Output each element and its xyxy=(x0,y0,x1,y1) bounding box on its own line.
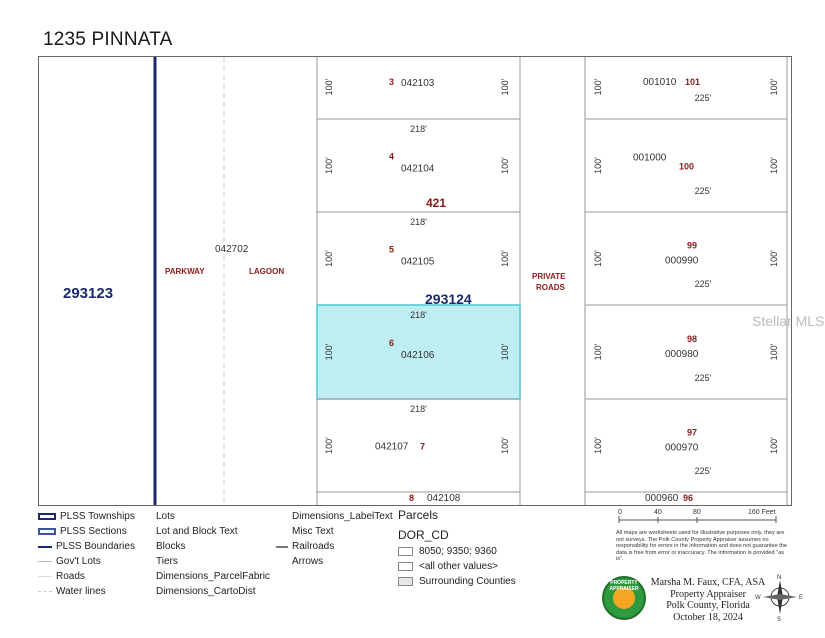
legend-item: Water lines xyxy=(38,584,106,599)
lagoon-label: LAGOON xyxy=(249,267,285,276)
legend-item: Railroads xyxy=(276,539,334,554)
legend-item: Roads xyxy=(38,569,85,584)
parcel-depth-dimension: 100' xyxy=(593,250,603,267)
parcel-depth-dimension: 100' xyxy=(324,78,334,96)
tiers-symbol-icon xyxy=(140,559,152,565)
lot-number: 3 xyxy=(389,77,395,87)
block-label: 421 xyxy=(426,196,447,210)
legend-item: Gov't Lots xyxy=(38,554,101,569)
arrows-symbol-icon xyxy=(276,559,288,565)
parcel-depth-dimension: 100' xyxy=(500,343,510,361)
parcel-number: 042108 xyxy=(427,493,461,504)
legend-item: Lots xyxy=(140,509,175,524)
lagoon-parcel-number: 042702 xyxy=(215,244,249,255)
parcel-depth-dimension: 100' xyxy=(769,343,779,361)
parcel-outline[interactable] xyxy=(317,492,520,505)
govt-lot-symbol-icon xyxy=(38,561,52,562)
legend-item: Blocks xyxy=(140,539,185,554)
parcel-map[interactable] xyxy=(38,56,792,506)
compass-west: W xyxy=(755,595,761,601)
scale-tick-label: 0 xyxy=(618,509,622,516)
map-canvas xyxy=(39,57,791,505)
township-label-center: 293124 xyxy=(425,291,472,307)
lot-number: 98 xyxy=(687,334,698,344)
compass-east: E xyxy=(799,595,804,601)
parcel-value-item: <all other values> xyxy=(398,561,498,572)
parcel-width-dimension: 225' xyxy=(694,373,712,383)
parcel-depth-dimension: 100' xyxy=(324,437,334,454)
legend-item: Misc Text xyxy=(276,524,334,539)
parcel-number: 042103 xyxy=(401,78,435,89)
lots-layer xyxy=(317,57,787,505)
parcel-depth-dimension: 100' xyxy=(500,78,510,96)
lot-block-text-symbol-icon xyxy=(140,529,152,535)
township-label-left: 293123 xyxy=(63,285,114,302)
appraiser-name: Marsha M. Faux, CFA, ASA xyxy=(650,577,766,588)
parcel-number: 042105 xyxy=(401,256,435,268)
map-date: October 18, 2024 xyxy=(673,611,743,623)
parcel-width-dimension: 218' xyxy=(410,404,427,414)
legend-item: Dimensions_CartoDist xyxy=(140,584,255,599)
legend-item: Lot and Block Text xyxy=(140,524,238,539)
lot-number: 5 xyxy=(389,244,395,255)
parcel-depth-dimension: 100' xyxy=(500,437,510,454)
lot-number: 101 xyxy=(685,77,701,87)
compass-rose-icon xyxy=(755,572,805,622)
boundary-symbol-icon xyxy=(38,546,52,548)
misc-text-symbol-icon xyxy=(276,529,288,535)
road-symbol-icon xyxy=(38,576,52,577)
parcel-depth-dimension: 100' xyxy=(593,157,603,174)
legend-item: Arrows xyxy=(276,554,323,569)
parcel-depth-dimension: 100' xyxy=(769,250,779,267)
legend-item: PLSS Sections xyxy=(38,524,127,539)
parcel-width-dimension: 218' xyxy=(410,124,427,134)
lot-number: 96 xyxy=(683,493,694,503)
parcels-legend-title: Parcels xyxy=(398,508,439,522)
parcel-depth-dimension: 100' xyxy=(593,78,603,96)
private-roads-label-1: PRIVATE xyxy=(532,272,566,281)
lot-number: 99 xyxy=(687,240,698,251)
section-symbol-icon xyxy=(38,528,56,535)
legend-item: PLSS Townships xyxy=(38,509,135,524)
scale-bar xyxy=(618,506,778,528)
parcel-depth-dimension: 100' xyxy=(500,157,510,174)
compass-south: S xyxy=(777,617,782,622)
legend-item: Tiers xyxy=(140,554,178,569)
township-symbol-icon xyxy=(38,513,56,520)
lot-number: 7 xyxy=(420,441,426,452)
parcel-number: 001000 xyxy=(633,152,667,164)
lots-symbol-icon xyxy=(140,514,152,520)
parcel-depth-dimension: 100' xyxy=(769,437,779,454)
parcel-box-icon xyxy=(398,547,413,556)
parcel-width-dimension: 225' xyxy=(694,93,712,103)
parcel-depth-dimension: 100' xyxy=(324,250,334,267)
appraiser-office: Property Appraiser xyxy=(670,588,746,600)
parcel-depth-dimension: 100' xyxy=(593,343,603,361)
dimensions-parcelfabric-symbol-icon xyxy=(140,574,152,580)
parcel-number: 042104 xyxy=(401,163,435,175)
map-title: 1235 PINNATA xyxy=(43,29,173,50)
mls-watermark: Stellar MLS xyxy=(752,313,825,329)
parcel-width-dimension: 225' xyxy=(694,279,712,289)
parcel-width-dimension: 225' xyxy=(694,466,712,476)
parcel-number: 000960 xyxy=(645,493,679,504)
parcel-depth-dimension: 100' xyxy=(324,343,334,361)
parcel-depth-dimension: 100' xyxy=(500,250,510,267)
lot-number: 100 xyxy=(679,161,695,172)
parcel-depth-dimension: 100' xyxy=(769,78,779,96)
lot-number: 97 xyxy=(687,427,698,438)
parcel-depth-dimension: 100' xyxy=(324,157,334,174)
parcel-number: 042107 xyxy=(375,441,409,453)
scale-tick-label: 40 xyxy=(654,509,662,516)
parcel-number: 001010 xyxy=(643,77,677,88)
water-line-symbol-icon xyxy=(38,591,52,592)
parcel-box-icon xyxy=(398,562,413,571)
lot-number: 8 xyxy=(409,493,415,503)
parcel-value-item: Surrounding Counties xyxy=(398,576,516,587)
appraiser-block xyxy=(648,577,768,623)
blocks-symbol-icon xyxy=(140,544,152,550)
railroad-symbol-icon xyxy=(276,546,288,548)
dimensions-labeltext-symbol-icon xyxy=(276,514,288,520)
scale-tick-label: 80 xyxy=(693,509,701,516)
lot-number: 4 xyxy=(389,151,395,162)
scale-tick-label: 160 Feet xyxy=(748,509,776,516)
appraiser-seal-icon: PROPERTY APPRAISER xyxy=(602,576,646,620)
parcel-number: 000970 xyxy=(665,442,699,454)
parcel-width-dimension: 218' xyxy=(410,217,427,227)
lot-number: 6 xyxy=(389,338,395,348)
parcel-number: 042106 xyxy=(401,350,435,361)
parcel-depth-dimension: 100' xyxy=(593,437,603,454)
parcel-number: 000980 xyxy=(665,349,699,360)
parcel-width-dimension: 218' xyxy=(410,310,427,320)
parcel-depth-dimension: 100' xyxy=(769,157,779,174)
legend-item: Dimensions_LabelText xyxy=(276,509,393,524)
parcel-box-icon xyxy=(398,577,413,586)
parcel-width-dimension: 225' xyxy=(694,186,712,196)
appraiser-county: Polk County, Florida xyxy=(666,600,750,611)
legend-item: PLSS Boundaries xyxy=(38,539,135,554)
parcel-outline[interactable] xyxy=(585,57,787,119)
legend-item: Dimensions_ParcelFabric xyxy=(140,569,270,584)
dor-cd-label: DOR_CD xyxy=(398,528,449,542)
dimensions-cartodist-symbol-icon xyxy=(140,589,152,595)
parcel-number: 000990 xyxy=(665,255,699,267)
parcel-value-item: 8050; 9350; 9360 xyxy=(398,546,497,557)
compass-north: N xyxy=(777,575,782,581)
parkway-label: PARKWAY xyxy=(165,267,205,276)
disclaimer-text: All maps are worksheets used for illustrative purposes only, they are not surveys. The Polk County Property Appraiser assumes no responsibility for errors in the information and does not guarantee the data is free from error or inaccuracy. The information is provided "as is". xyxy=(616,530,788,563)
private-roads-label-2: ROADS xyxy=(536,283,565,292)
